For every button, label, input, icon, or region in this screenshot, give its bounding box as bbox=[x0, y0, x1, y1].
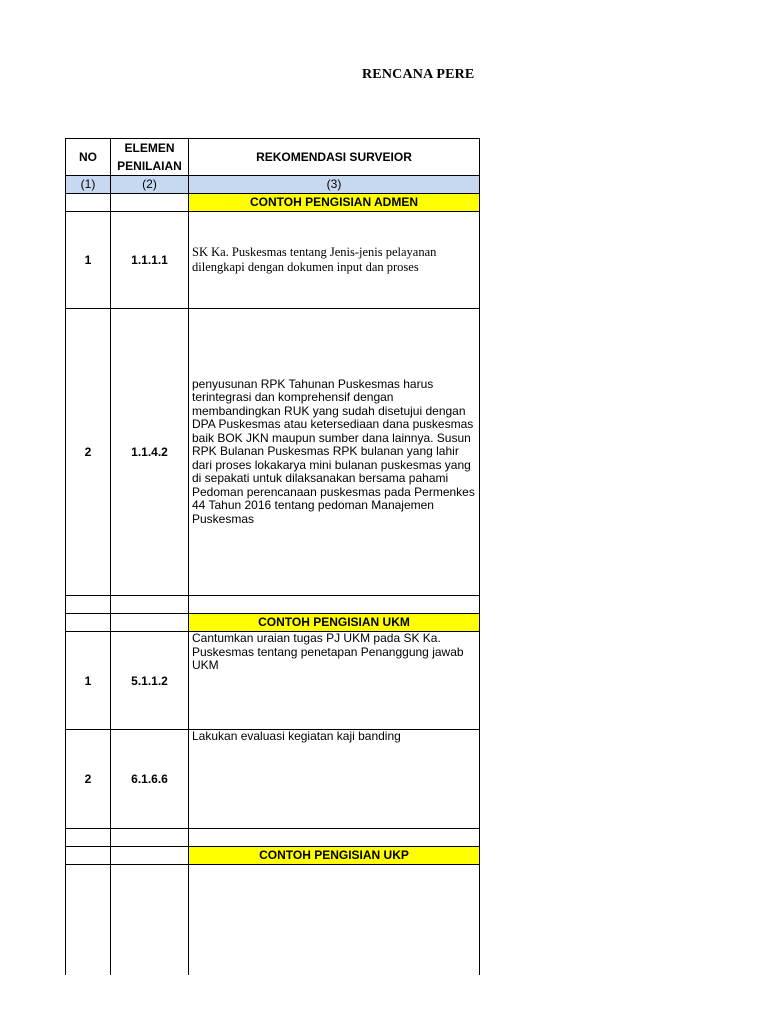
column-number-row bbox=[66, 176, 480, 194]
column-number-3: (3) bbox=[189, 176, 480, 194]
column-number-2: (2) bbox=[111, 176, 189, 194]
row-no: 2 bbox=[66, 730, 111, 829]
row-elemen: 1.1.1.1 bbox=[111, 212, 189, 309]
row-no: 1 bbox=[66, 632, 111, 730]
row-elemen: 5.1.1.2 bbox=[111, 632, 189, 730]
header-elemen-line2: PENILAIAN bbox=[117, 159, 182, 173]
row-rekomendasi: penyusunan RPK Tahunan Puskesmas harus terintegrasi dan komprehensif dengan membandingkan RUK yang sudah disetujui dengan DPA Puskesmas atau ketersediaan dana puskesmas baik BOK JKN maupun sumber dana lainnya. Susun RPK Bulanan Puskesmas RPK bulanan yang lahir dari proses lokakarya mini bulanan puskesmas yang di sepakati untuk dilaksanakan bersama pahami Pedoman perencanaan puskesmas pada Permenkes 44 Tahun 2016 tentang pedoman Manajemen Puskesmas bbox=[189, 309, 480, 596]
header-row bbox=[66, 139, 480, 176]
section-row-ukm bbox=[66, 614, 480, 632]
table-row bbox=[66, 309, 480, 596]
section-label-ukm: CONTOH PENGISIAN UKM bbox=[189, 614, 480, 632]
header-elemen-line1: ELEMEN bbox=[124, 141, 175, 155]
table-row bbox=[66, 212, 480, 309]
header-elemen bbox=[111, 139, 189, 176]
row-rekomendasi: SK Ka. Puskesmas tentang Jenis-jenis pelayanan dilengkapi dengan dokumen input dan proses bbox=[189, 212, 480, 309]
row-elemen: 1.1.4.2 bbox=[111, 309, 189, 596]
row-no: 2 bbox=[66, 309, 111, 596]
table-row bbox=[66, 632, 480, 730]
row-no: 1 bbox=[66, 212, 111, 309]
row-rekomendasi: Lakukan evaluasi kegiatan kaji banding bbox=[189, 730, 480, 829]
header-rekomendasi: REKOMENDASI SURVEIOR bbox=[189, 139, 480, 176]
row-rekomendasi: Cantumkan uraian tugas PJ UKM pada SK Ka. Puskesmas tentang penetapan Penanggung jawab UKM bbox=[189, 632, 480, 730]
recommendation-table bbox=[65, 138, 480, 975]
blank-row bbox=[66, 596, 480, 614]
blank-row bbox=[66, 829, 480, 847]
header-no: NO bbox=[66, 139, 111, 176]
column-number-1: (1) bbox=[66, 176, 111, 194]
section-label-admen: CONTOH PENGISIAN ADMEN bbox=[189, 194, 480, 212]
section-row-ukp bbox=[66, 847, 480, 865]
section-row-admen bbox=[66, 194, 480, 212]
section-label-ukp: CONTOH PENGISIAN UKP bbox=[189, 847, 480, 865]
document-title: RENCANA PERE bbox=[362, 67, 475, 82]
row-elemen: 6.1.6.6 bbox=[111, 730, 189, 829]
table-row-empty bbox=[66, 865, 480, 976]
table-row bbox=[66, 730, 480, 829]
